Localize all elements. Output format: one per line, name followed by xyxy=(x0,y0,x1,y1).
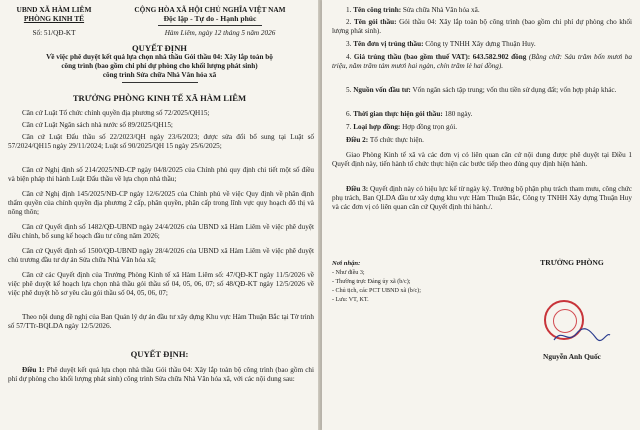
item-funding-source xyxy=(332,86,632,95)
article-3 xyxy=(332,185,632,213)
article-2-body: Giao Phòng Kinh tế xã và các đơn vị có liên quan căn cứ nội dung được phê duyệt tại Điều 1 Quyết định này, tiến hành tổ chức thực hiện các bước tiếp theo đúng quy định hiện hành. xyxy=(332,151,632,169)
item-value: Sửa chữa Nhà Văn hóa xã. xyxy=(401,6,480,14)
item-number: 5. xyxy=(346,86,354,94)
item-label: Tên công trình: xyxy=(353,6,402,14)
document-subtitle-line1: Về việc phê duyệt kết quả lựa chọn nhà thầu Gói thầu 04: Xây lắp toàn bộ xyxy=(46,53,273,61)
article-3-label: Điều 3: xyxy=(346,185,369,193)
article-2-label: Điều 2: xyxy=(346,136,369,144)
item-label: Giá trúng thầu (bao gồm thuế VAT): xyxy=(353,53,471,61)
legal-basis-8: Căn cứ các Quyết định của Trưởng Phòng Kinh tế xã Hàm Liêm số: 47/QĐ-KT ngày 11/5/2026 về việc phê duyệt kế hoạch lựa chọn nhà thầu gói thầu số 04, 05, 06, 07; số 48/QĐ-KT ngày 12/5/2026 về việc phê duyệt hồ sơ yêu cầu gói thầu số 04, 05, 06, 07; xyxy=(8,271,314,298)
recipient-2: - Thường trực Đảng ủy xã (b/c); xyxy=(332,279,411,285)
issuer-department: PHÒNG KINH TẾ xyxy=(23,14,85,23)
issuing-authority: TRƯỞNG PHÒNG KINH TẾ XÃ HÀM LIÊM xyxy=(72,93,247,103)
national-title: CỘNG HÒA XÃ HỘI CHỦ NGHĨA VIỆT NAM xyxy=(134,5,286,14)
subtitle-underline xyxy=(122,82,198,83)
legal-basis-2: Căn cứ Luật Ngân sách nhà nước số 89/2025/QH15; xyxy=(22,121,173,129)
legal-basis-7: Căn cứ Quyết định số 1500/QĐ-UBND ngày 28/4/2026 của UBND xã Hàm Liêm về việc phê duyệt chủ trương đầu tư dự án Sửa chữa Nhà Văn hóa xã; xyxy=(8,247,314,265)
signer-name: Nguyễn Anh Quốc xyxy=(543,352,601,361)
item-number: 1. xyxy=(346,6,354,14)
item-label: Thời gian thực hiện gói thầu: xyxy=(353,110,443,118)
item-winning-price xyxy=(332,53,632,71)
document-subtitle-line2: công trình (bao gồm chi phí dự phòng cho khối lượng phát sinh) xyxy=(61,62,258,70)
decision-page-left xyxy=(0,0,319,430)
recipient-4: - Lưu: VT, KT. xyxy=(332,297,369,303)
item-project-name xyxy=(332,6,632,15)
item-number: 7. xyxy=(346,123,354,131)
item-value: 643.582.902 đồng xyxy=(470,53,527,61)
item-value: Gói thầu 04: Xây lắp toàn bộ công trình (bao gồm chi phí dự phòng cho khối lượng phát sinh). xyxy=(332,18,633,36)
legal-basis-1: Căn cứ Luật Tổ chức chính quyền địa phương số 72/2025/QH15; xyxy=(22,109,210,117)
document-subtitle-line3: công trình Sửa chữa Nhà Văn hóa xã xyxy=(102,71,217,79)
item-label: Tên gói thầu: xyxy=(353,18,397,26)
item-value: Hợp đồng trọn gói. xyxy=(400,123,458,131)
item-package-name xyxy=(332,18,632,36)
item-number: 2. xyxy=(346,18,354,26)
legal-basis-3: Căn cứ Luật Đấu thầu số 22/2023/QH ngày 23/6/2023; được sửa đổi bổ sung tại Luật số 57/2024/QH15 ngày 29/11/2024; Luật số 90/2025/QH 15 ngày 25/6/2025; xyxy=(8,133,314,151)
item-number: 3. xyxy=(346,40,354,48)
item-label: Nguồn vốn đầu tư: xyxy=(353,86,411,94)
item-duration xyxy=(332,110,632,119)
article-2-text: Tổ chức thực hiện. xyxy=(368,136,424,144)
amount-in-words: (Bằng chữ: Sáu trăm bốn mươi ba triệu, năm trăm tám mươi hai ngàn, chín trăm lẻ hai đồng). xyxy=(332,53,632,71)
document-number: Số: 51/QĐ-KT xyxy=(32,29,76,37)
item-number: 4. xyxy=(346,53,354,61)
article-1 xyxy=(8,366,314,384)
decide-heading: QUYẾT ĐỊNH: xyxy=(130,349,189,359)
legal-basis-4: Căn cứ Nghị định số 214/2025/NĐ-CP ngày 04/8/2025 của Chính phủ quy định chi tiết một số điều và biện pháp thi hành Luật Đấu thầu về lựa chọn nhà thầu; xyxy=(8,166,314,184)
item-label: Loại hợp đồng: xyxy=(353,123,401,131)
article-1-label: Điều 1: xyxy=(22,366,45,374)
legal-basis-9: Theo nội dung đề nghị của Ban Quản lý dự án đầu tư xây dựng Khu vực Hàm Thuận Bắc tại Tờ trình số 57/TTr-BQLDA ngày 12/5/2026. xyxy=(8,313,314,331)
article-1-text: Phê duyệt kết quả lựa chọn nhà thầu Gói thầu 04: Xây lắp toàn bộ công trình (bao gồm chi phí dự phòng cho khối lượng phát sinh) công trình Sửa chữa Nhà Văn hóa xã, với các nội dung sau: xyxy=(8,366,314,384)
item-value: Vốn ngân sách tập trung; vốn thu tiền sử dụng đất; vốn hợp pháp khác. xyxy=(410,86,617,94)
national-motto: Độc lập - Tự do - Hạnh phúc xyxy=(163,14,257,23)
item-number: 6. xyxy=(346,110,354,118)
item-value: Công ty TNHH Xây dựng Thuận Huy. xyxy=(423,40,536,48)
item-winning-bidder xyxy=(332,40,632,49)
motto-underline xyxy=(158,25,262,26)
signer-title: TRƯỞNG PHÒNG xyxy=(540,258,604,267)
place-and-date: Hàm Liêm, ngày 12 tháng 5 năm 2026 xyxy=(164,29,276,37)
item-contract-type xyxy=(332,123,632,132)
recipient-1: - Như điều 3; xyxy=(332,270,365,276)
legal-basis-6: Căn cứ Quyết định số 1482/QĐ-UBND ngày 24/4/2026 của UBND xã Hàm Liêm về việc phê duyệt điều chỉnh, bổ sung kế hoạch đầu tư công năm 2026; xyxy=(8,223,314,241)
decision-page-right xyxy=(322,0,640,430)
recipients-title: Nơi nhận: xyxy=(332,260,361,267)
recipient-3: - Chủ tịch, các PCT UBND xã (b/c); xyxy=(332,288,421,294)
document-title: QUYẾT ĐỊNH xyxy=(132,43,187,53)
article-2 xyxy=(332,136,632,145)
signature-mark xyxy=(552,326,612,346)
article-3-text: Quyết định này có hiệu lực kể từ ngày ký. Trưởng bộ phận phụ trách tham mưu, công chức phụ trách, Ban QLDA đầu tư xây dựng khu vực Hàm Thuận Bắc, Công ty TNHH Xây dựng Thuận Huy và các đơn vị có liên quan căn cứ Quyết định thi hành./. xyxy=(332,185,632,212)
legal-basis-5: Căn cứ Nghị định 145/2025/NĐ-CP ngày 12/6/2025 của Chính phủ về việc Quy định về phân định thẩm quyền của chính quyền địa phương 2 cấp, phân quyền, phân cấp trong lĩnh vực quy hoạch đô thị và nông thôn; xyxy=(8,190,314,217)
issuer-name: UBND XÃ HÀM LIÊM xyxy=(16,5,92,14)
item-label: Tên đơn vị trúng thầu: xyxy=(353,40,424,48)
item-value: 180 ngày. xyxy=(442,110,473,118)
